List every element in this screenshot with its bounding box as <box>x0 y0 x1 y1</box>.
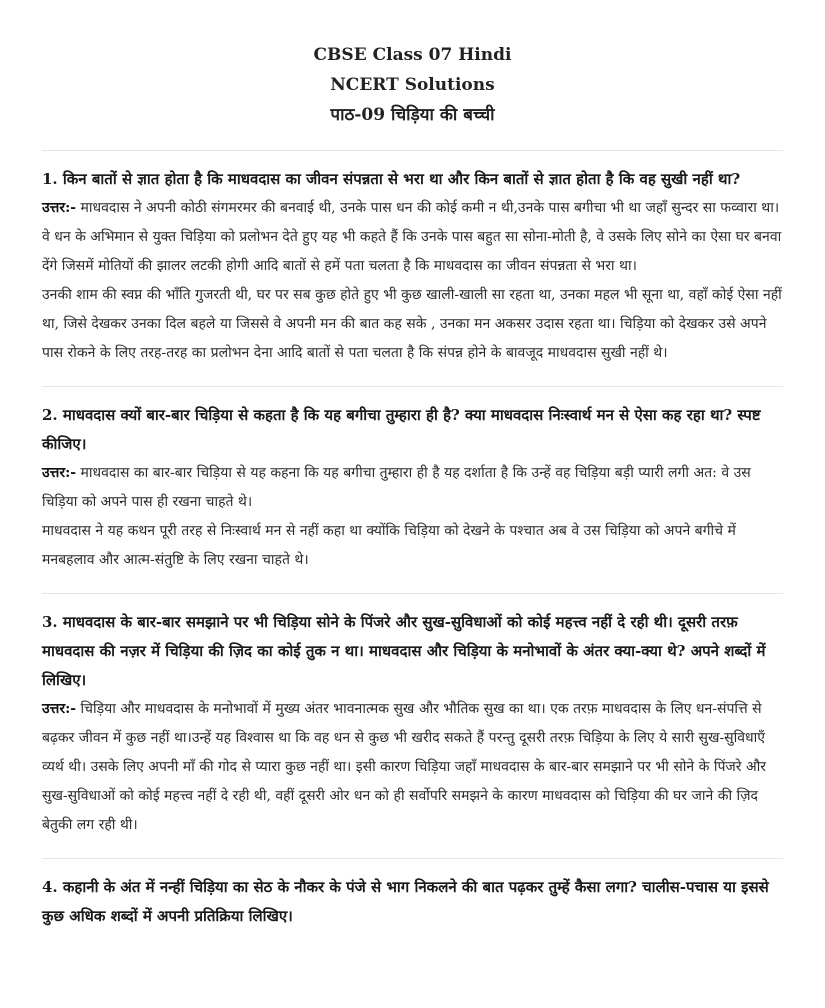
document-title: CBSE Class 07 Hindi <box>313 45 512 65</box>
answer-2 <box>42 459 783 517</box>
question-1: 1. किन बातों से ज्ञात होता है कि माधवदास का जीवन संपन्नता से भरा था और किन बातों से ज्ञात होता है कि वह सुखी नहीं था? <box>42 170 741 188</box>
answer-2-continued: माधवदास ने यह कथन पूरी तरह से निःस्वार्थ मन से नहीं कहा था क्योंकि चिड़िया को देखने के पश्चात अब वे उस चिड़िया को अपने बगीचे में मनबहलाव और आत्म-संतुष्टि के लिए रखना चाहते थे। <box>42 523 736 568</box>
answer-1-text: माधवदास ने अपनी कोठी संगमरमर की बनवाई थी, उनके पास धन की कोई कमी न थी,उनके पास बगीचा भी था जहाँ सुन्दर सा फव्वारा था। वे धन के अभिमान से युक्त चिड़िया को प्रलोभन देते हुए यह भी कहते हैं कि उनके पास बहुत सा सोना-मोती है, वे उसके लिए सोने का ऐसा घर बनवा देंगे जिसमें मोतियों की झालर लटकी होगी आदि बातों से हमें पता चलता है कि माधवदास का जीवन संपन्नता से भरा था। <box>42 200 782 274</box>
answer-label: उत्तर:- <box>42 465 77 481</box>
answer-label: उत्तर:- <box>42 701 77 717</box>
document-header <box>0 0 825 130</box>
answer-1-continued: उनकी शाम की स्वप्न की भाँति गुजरती थी, घर पर सब कुछ होते हुए भी कुछ खाली-खाली सा रहता था, उनका महल भी सूना था, वहाँ कोई ऐसा नहीं था, जिसे देखकर उनका दिल बहले या जिससे वे अपनी मन की बात कह सके , उनका मन अकसर उदास रहता था। चिड़िया को देखकर उसे अपने पास रोकने के लिए तरह-तरह का प्रलोभन देना आदि बातों से पता चलता है कि संपन्न होने के बावजूद माधवदास सुखी नहीं थे। <box>42 287 782 361</box>
question-4: 4. कहानी के अंत में नन्हीं चिड़िया का सेठ के नौकर के पंजे से भाग निकलने की बात पढ़कर तुम्हें कैसा लगा? चालीस-पचास या इससे कुछ अधिक शब्दों में अपनी प्रतिक्रिया लिखिए। <box>42 878 769 925</box>
answer-3 <box>42 695 783 840</box>
answer-3-text: चिड़िया और माधवदास के मनोभावों में मुख्य अंतर भावनात्मक सुख और भौतिक सुख का था। एक तरफ़ माधवदास के लिए धन-संपत्ति से बढ़कर जीवन में कुछ नहीं था।उन्हें यह विश्वास था कि वह धन से कुछ भी खरीद सकते हैं परन्तु दूसरी तरफ़ चिड़िया के लिए ये सारी सुख-सुविधाएँ व्यर्थ थी। उसके लिए अपनी माँ की गोद से प्यारा कुछ नहीं था। इसी कारण चिड़िया जहाँ माधवदास के बार-बार समझाने पर भी सोने के पिंजरे और सुख-सुविधाओं को कोई महत्त्व नहीं दे रही थी, वहीं दूसरी ओर धन को ही सर्वोपरि समझने के कारण माधवदास को चिड़िया की घर जाने की ज़िद बेतुकी लग रही थी। <box>42 701 767 833</box>
document-subtitle: NCERT Solutions <box>330 75 495 95</box>
qa-block-3 <box>42 593 783 840</box>
chapter-title: पाठ-09 चिड़िया की बच्ची <box>330 105 495 125</box>
qa-block-4 <box>42 858 783 931</box>
answer-label: उत्तर:- <box>42 200 77 216</box>
question-2: 2. माधवदास क्यों बार-बार चिड़िया से कहता है कि यह बगीचा तुम्हारा ही है? क्या माधवदास निःस्वार्थ मन से ऐसा कह रहा था? स्पष्ट कीजिए। <box>42 406 761 453</box>
qa-block-2 <box>42 386 783 575</box>
answer-1 <box>42 194 783 281</box>
question-3: 3. माधवदास के बार-बार समझाने पर भी चिड़िया सोने के पिंजरे और सुख-सुविधाओं को कोई महत्त्व नहीं दे रही थी। दूसरी तरफ़ माधवदास की नज़र में चिड़िया की ज़िद का कोई तुक न था। माधवदास और चिड़िया के मनोभावों के अंतर क्या-क्या थे? अपने शब्दों में लिखिए। <box>42 613 766 689</box>
answer-2-text: माधवदास का बार-बार चिड़िया से यह कहना कि यह बगीचा तुम्हारा ही है यह दर्शाता है कि उन्हें वह चिड़िया बड़ी प्यारी लगी अत: वे उस चिड़िया को अपने पास ही रखना चाहते थे। <box>42 465 751 510</box>
document-body <box>0 150 825 931</box>
qa-block-1 <box>42 150 783 368</box>
